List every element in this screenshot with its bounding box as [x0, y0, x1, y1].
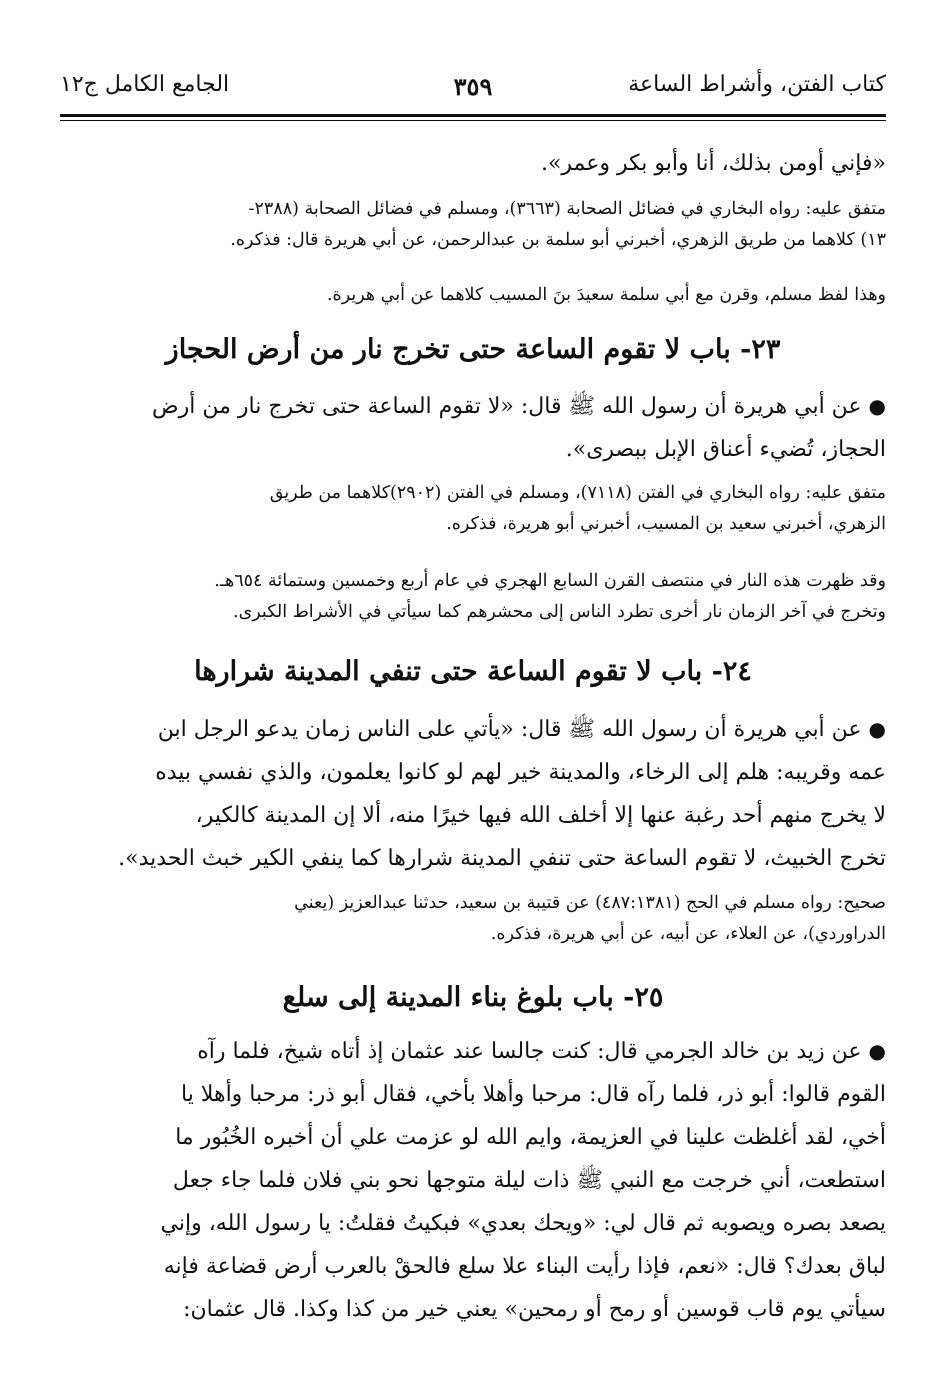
bullet-icon: ●	[868, 1039, 886, 1063]
takhrij-note: متفق عليه: رواه البخاري في فضائل الصحابة (٣٦٦٣)، ومسلم في فضائل الصحابة (٢٣٨٨- ١٣) كلاهما من طريق الزهري، أخبرني أبو سلمة بن عبدالرحمن، عن أبي هريرة قال: فذكره.	[230, 199, 886, 250]
takhrij-note-23: متفق عليه: رواه البخاري في الفتن (٧١١٨)، ومسلم في الفتن (٢٩٠٢)كلاهما من طريق الزهري، أخبرني سعيد بن المسيب، أخبرني أبو هريرة، فذكره.	[269, 483, 886, 534]
book-running-title: الجامع الكامل ج١٢	[60, 72, 230, 97]
page-number: ٣٥٩	[453, 72, 493, 101]
section-heading-25: ٢٥- باب بلوغ بناء المدينة إلى سلع	[282, 982, 664, 1013]
commentary-note-23: وقد ظهرت هذه النار في منتصف القرن السابع الهجري في عام أربع وخمسين وستمائة ٦٥٤هـ. وتخرج في آخر الزمان نار أخرى تطرد الناس إلى محشرهم كما سيأتي في الأشراط الكبرى.	[214, 571, 886, 622]
takhrij-note-24: صحيح: رواه مسلم في الحج (٤٨٧:١٣٨١) عن قتيبة بن سعيد، حدثنا عبدالعزيز (يعني الدراوردي)، عن العلاء، عن أبيه، عن أبي هريرة، فذكره.	[294, 893, 886, 944]
hadith-text-24: ● عن أبي هريرة أن رسول الله ﷺ قال: «يأتي على الناس زمان يدعو الرجل ابن عمه وقريبه: هلم إلى الرخاء، والمدينة خير لهم لو كانوا يعلمون، والذي نفسي بيده لا يخرج منهم أحد رغبة عنها إلا أخلف الله فيها خيرًا منه، ألا إن المدينة كالكير، تخرج الخبيث، لا تقوم الساعة حتى تنفي المدينة شرارها كما ينفي الكير خبث الحديد».	[118, 717, 886, 871]
section-heading-23: ٢٣- باب لا تقوم الساعة حتى تخرج نار من أرض الحجاز	[165, 334, 781, 365]
chapter-running-title: كتاب الفتن، وأشراط الساعة	[628, 72, 886, 97]
header-rule-thin	[60, 120, 886, 121]
commentary-note: وهذا لفظ مسلم، وقرن مع أبي سلمة سعيدَ بنَ المسيب كلاهما عن أبي هريرة.	[326, 285, 886, 305]
bullet-icon: ●	[868, 717, 886, 741]
hadith-text-25: ● عن زيد بن خالد الجرمي قال: كنت جالسا عند عثمان إذ أتاه شيخ، فلما رآه القوم قالوا: أبو ذر، فلما رآه قال: مرحبا وأهلا بأخي، فقال أبو ذر: مرحبا وأهلا يا أخي، لقد أغلظت علينا في العزيمة، وايم الله لو عزمت علي أن أخبره الخُبُور ما استطعت، أني خرجت مع النبي ﷺ ذات ليلة متوجها نحو بني فلان فلما جاء جعل يصعد بصره ويصوبه ثم قال لي: «ويحك بعدي» فبكيتُ فقلتُ: يا رسول الله، وإني لباق بعدك؟ قال: «نعم، فإذا رأيت البناء علا سلع فالحقْ بالعرب أرض قضاعة فإنه سيأتي يوم قاب قوسين أو رمح أو رمحين» يعني خير من كذا وكذا. قال عثمان:	[160, 1039, 886, 1322]
hadith-continuation: «فإني أومن بذلك، أنا وأبو بكر وعمر».	[540, 151, 886, 176]
bullet-icon: ●	[868, 394, 886, 418]
section-heading-24: ٢٤- باب لا تقوم الساعة حتى تنفي المدينة شرارها	[194, 656, 752, 687]
hadith-text-23: ● عن أبي هريرة أن رسول الله ﷺ قال: «لا تقوم الساعة حتى تخرج نار من أرض الحجاز، تُضيء أعناق الإبل ببصرى».	[152, 394, 886, 462]
running-header	[60, 72, 886, 106]
header-rule-thick	[60, 114, 886, 117]
